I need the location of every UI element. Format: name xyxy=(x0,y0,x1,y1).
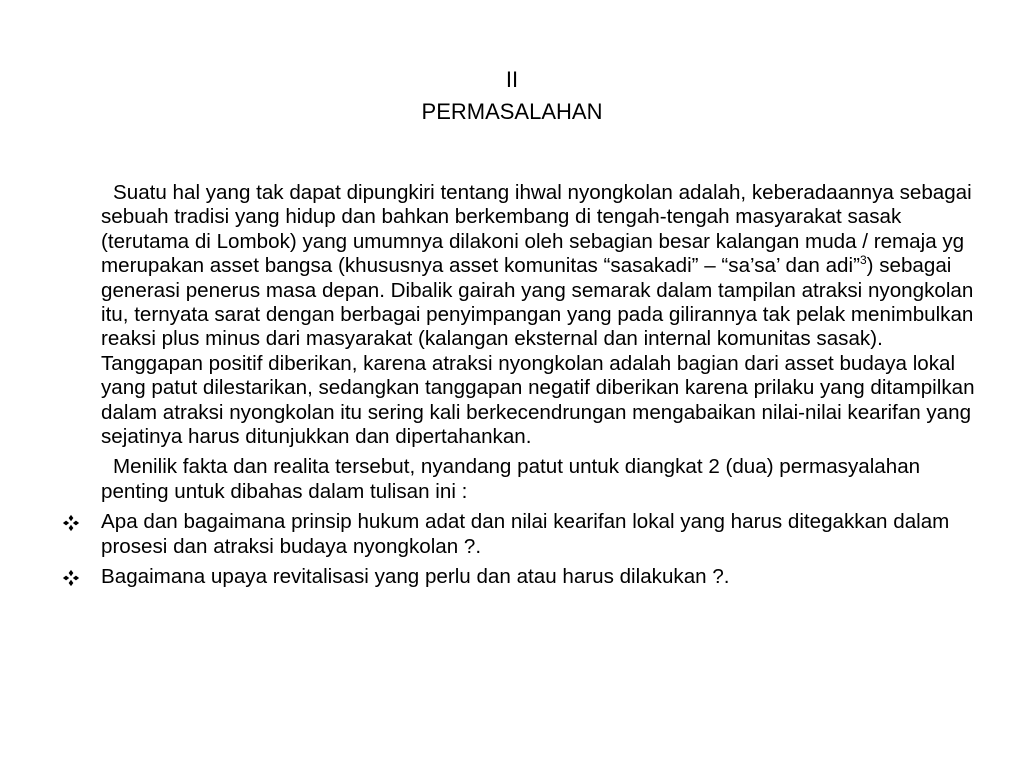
bullet-item-1-text: Apa dan bagaimana prinsip hukum adat dan nilai kearifan lokal yang harus ditegakkan dalam prosesi dan atraksi budaya nyongkolan ?. xyxy=(101,510,950,558)
footnote-ref: 3 xyxy=(859,253,867,268)
paragraph-2 xyxy=(62,455,982,504)
bullet-item-2 xyxy=(62,565,982,589)
diamond-bullet-icon xyxy=(62,514,80,532)
slide-body xyxy=(62,181,982,596)
diamond-bullet-icon xyxy=(62,569,80,587)
chapter-number: II xyxy=(505,67,519,92)
chapter-title: PERMASALAHAN xyxy=(421,99,603,124)
paragraph-1 xyxy=(62,181,982,449)
bullet-item-1 xyxy=(62,510,982,559)
slide-title xyxy=(0,64,1024,128)
paragraph-1-text-cont: ) sebagai generasi penerus masa depan. Dibalik gairah yang semarak dalam tampilan atraksi nyongkolan itu, ternyata sarat dengan berbagai penyimpangan yang pada gilirannya tak pelak menimbulkan reaksi plus minus dari masyarakat (kalangan eksternal dan internal komunitas sasak). Tanggapan positif diberikan, karena atraksi nyongkolan adalah bagian dari asset budaya lokal yang patut dilestarikan, sedangkan tanggapan negatif diberikan karena prilaku yang ditampilkan dalam atraksi nyongkolan itu sering kali berkecendrungan mengabaikan nilai-nilai kearifan yang sejatinya harus ditunjukkan dan dipertahankan. xyxy=(101,254,975,449)
bullet-item-2-text: Bagaimana upaya revitalisasi yang perlu dan atau harus dilakukan ?. xyxy=(101,565,730,589)
paragraph-2-text: Menilik fakta dan realita tersebut, nyandang patut untuk diangkat 2 (dua) permasyalahan penting untuk dibahas dalam tulisan ini : xyxy=(101,455,921,503)
paragraph-1-text: Suatu hal yang tak dapat dipungkiri tentang ihwal nyongkolan adalah, keberadaannya sebagai sebuah tradisi yang hidup dan bahkan berkembang di tengah-tengah masyarakat sasak (terutama di Lombok) yang umumnya dilakoni oleh sebagian besar kalangan muda / remaja yg merupakan asset bangsa (khususnya asset komunitas “sasakadi” – “sa’sa’ dan adi” xyxy=(101,181,972,278)
